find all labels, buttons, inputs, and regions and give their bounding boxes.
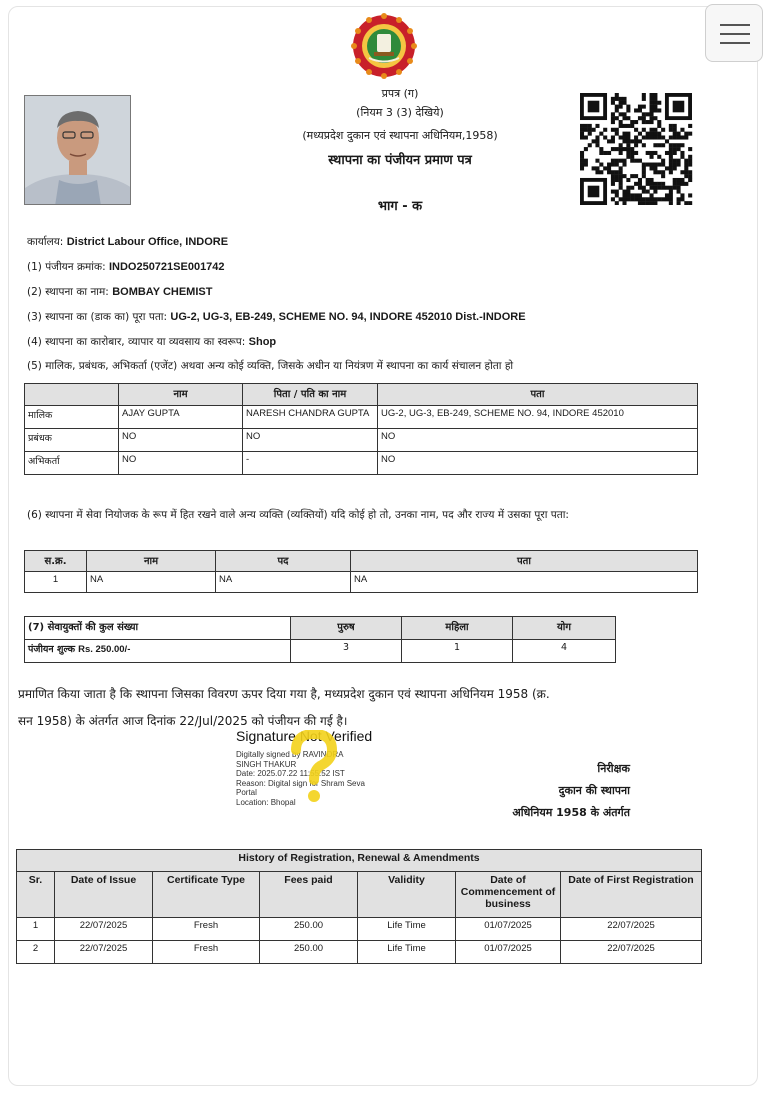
table-cell: 250.00 bbox=[260, 941, 358, 964]
menu-line-icon bbox=[720, 24, 750, 26]
table-row bbox=[25, 429, 698, 452]
fee-value: Rs. 250.00/- bbox=[78, 644, 131, 655]
employees-count-label: (7) सेवायुक्तों की कुल संख्या bbox=[25, 617, 291, 640]
column-header: पुरुष bbox=[291, 617, 402, 640]
table-cell: NA bbox=[87, 572, 216, 593]
signature-detail-line: Date: 2025.07.22 11:55:52 IST bbox=[236, 769, 345, 778]
signature-detail-line: SINGH THAKUR bbox=[236, 759, 297, 769]
signature-detail-line: Reason: Digital sign for Shram Seva bbox=[236, 778, 365, 788]
inspector-dept: दुकान की स्थापना bbox=[558, 784, 630, 797]
table-cell: प्रबंधक bbox=[25, 429, 119, 452]
digital-signature bbox=[236, 728, 436, 818]
column-header: Date of Commencement of business bbox=[456, 872, 561, 918]
column-header: महिला bbox=[402, 617, 513, 640]
table-cell: NO bbox=[243, 429, 378, 452]
menu-button[interactable] bbox=[705, 4, 763, 62]
fee-label: पंजीयन शुल्क bbox=[28, 644, 76, 655]
table-cell: UG-2, UG-3, EB-249, SCHEME NO. 94, INDORE 452010 bbox=[378, 406, 698, 429]
column-header: पता bbox=[351, 551, 698, 572]
table-row bbox=[25, 640, 616, 663]
certificate-title: स्थापना का पंजीयन प्रमाण पत्र bbox=[328, 153, 472, 168]
menu-line-icon bbox=[720, 33, 750, 35]
table-cell: 2 bbox=[17, 941, 55, 964]
business-type-field bbox=[27, 335, 276, 349]
history-title: History of Registration, Renewal & Amendments bbox=[17, 850, 702, 872]
establishment-name-label: (2) स्थापना का नाम: bbox=[27, 286, 109, 298]
column-header bbox=[25, 384, 119, 406]
signature-detail-line: Digitally signed by RAVINDRA bbox=[236, 750, 344, 759]
table-header-row bbox=[25, 384, 698, 406]
table-cell: NO bbox=[119, 429, 243, 452]
column-header: नाम bbox=[87, 551, 216, 572]
persons-table bbox=[24, 383, 698, 475]
female-count: 1 bbox=[402, 640, 513, 663]
office-value: District Labour Office, INDORE bbox=[66, 236, 229, 248]
table-cell: - bbox=[243, 452, 378, 475]
column-header: Sr. bbox=[17, 872, 55, 918]
interested-persons-table bbox=[24, 550, 698, 593]
office-field bbox=[27, 235, 228, 249]
column-header: Date of Issue bbox=[55, 872, 153, 918]
question-mark-icon bbox=[286, 730, 342, 806]
qr-code-icon bbox=[580, 93, 694, 205]
establishment-name-value: BOMBAY CHEMIST bbox=[112, 286, 213, 298]
establishment-name-field bbox=[27, 285, 212, 299]
table-cell: 01/07/2025 bbox=[456, 918, 561, 941]
signature-status: Signature Not Verified bbox=[236, 728, 373, 744]
address-label: (3) स्थापना का (डाक का) पूरा पता: bbox=[27, 311, 168, 323]
table-cell: Life Time bbox=[358, 941, 456, 964]
inspector-block bbox=[470, 758, 630, 824]
table-cell: 1 bbox=[25, 572, 87, 593]
table-cell: 22/07/2025 bbox=[561, 941, 702, 964]
history-table bbox=[16, 849, 702, 964]
registration-number-value: INDO250721SE001742 bbox=[108, 261, 225, 273]
office-label: कार्यालय: bbox=[27, 236, 64, 248]
business-type-value: Shop bbox=[248, 336, 277, 348]
table-cell: 01/07/2025 bbox=[456, 941, 561, 964]
signature-detail-line: Portal bbox=[236, 788, 257, 797]
table-cell: NA bbox=[351, 572, 698, 593]
registration-number-field bbox=[27, 260, 225, 274]
signature-detail-line: Location: Bhopal bbox=[236, 797, 296, 807]
table-cell: Fresh bbox=[153, 918, 260, 941]
table-header-row bbox=[25, 551, 698, 572]
table-cell: Fresh bbox=[153, 941, 260, 964]
state-emblem-icon bbox=[349, 13, 419, 79]
table-cell: NO bbox=[119, 452, 243, 475]
table-cell: 22/07/2025 bbox=[55, 918, 153, 941]
table-cell: NO bbox=[378, 452, 698, 475]
employees-table bbox=[24, 616, 616, 663]
business-type-label: (4) स्थापना का कारोबार, व्यापार या व्यवसाय का स्वरूप: bbox=[27, 336, 246, 348]
table-cell: 22/07/2025 bbox=[55, 941, 153, 964]
male-count: 3 bbox=[291, 640, 402, 663]
certification-text bbox=[18, 681, 702, 735]
table-cell: 22/07/2025 bbox=[561, 918, 702, 941]
act-reference: (मध्यप्रदेश दुकान एवं स्थापना अधिनियम,1958) bbox=[302, 129, 498, 142]
total-count: 4 bbox=[513, 640, 616, 663]
column-header: योग bbox=[513, 617, 616, 640]
table-row bbox=[25, 572, 698, 593]
table-row bbox=[17, 941, 702, 964]
form-label: प्रपत्र (ग) bbox=[381, 87, 419, 100]
table-cell: NARESH CHANDRA GUPTA bbox=[243, 406, 378, 429]
inspector-title: निरीक्षक bbox=[597, 762, 630, 775]
table-cell: 250.00 bbox=[260, 918, 358, 941]
interested-persons-heading: (6) स्थापना में सेवा नियोजक के रूप में हित रखने वाले अन्य व्यक्ति (व्यक्तियों) यदि कोई हो तो, उनका नाम, पद और राज्य में उसका पूरा पता: bbox=[27, 509, 569, 521]
address-value: UG-2, UG-3, EB-249, SCHEME NO. 94, INDORE 452010 Dist.-INDORE bbox=[170, 311, 526, 323]
table-title-row bbox=[17, 850, 702, 872]
address-field bbox=[27, 310, 526, 324]
column-header: पिता / पति का नाम bbox=[243, 384, 378, 406]
column-header: Validity bbox=[358, 872, 456, 918]
table-header-row bbox=[25, 617, 616, 640]
table-cell: Life Time bbox=[358, 918, 456, 941]
table-cell: AJAY GUPTA bbox=[119, 406, 243, 429]
column-header: पद bbox=[216, 551, 351, 572]
fee-cell bbox=[25, 640, 291, 663]
column-header: Certificate Type bbox=[153, 872, 260, 918]
table-cell: NO bbox=[378, 429, 698, 452]
rule-reference: (नियम 3 (3) देखिये) bbox=[356, 106, 444, 119]
registration-number-label: (1) पंजीयन क्रमांक: bbox=[27, 261, 106, 273]
table-cell: मालिक bbox=[25, 406, 119, 429]
table-header-row bbox=[17, 872, 702, 918]
table-row bbox=[25, 452, 698, 475]
table-cell: 1 bbox=[17, 918, 55, 941]
persons-heading: (5) मालिक, प्रबंधक, अभिकर्ता (एजेंट) अथवा अन्य कोई व्यक्ति, जिसके अधीन या नियंत्रण में स्थापना का कार्य संचालन होता हो bbox=[27, 360, 514, 372]
certification-line: सन 1958) के अंतर्गत आज दिनांक 22/Jul/2025 को पंजीयन की गई है। bbox=[18, 714, 348, 728]
part-title: भाग - क bbox=[377, 199, 423, 214]
table-row bbox=[25, 406, 698, 429]
table-row bbox=[17, 918, 702, 941]
owner-photo bbox=[24, 95, 131, 205]
column-header: स.क्र. bbox=[25, 551, 87, 572]
certification-line: प्रमाणित किया जाता है कि स्थापना जिसका विवरण ऊपर दिया गया है, मध्यप्रदेश दुकान एवं स्थापना अधिनियम 1958 (क्र. bbox=[18, 687, 550, 701]
column-header: पता bbox=[378, 384, 698, 406]
table-cell: NA bbox=[216, 572, 351, 593]
column-header: Fees paid bbox=[260, 872, 358, 918]
table-cell: अभिकर्ता bbox=[25, 452, 119, 475]
column-header: Date of First Registration bbox=[561, 872, 702, 918]
column-header: नाम bbox=[119, 384, 243, 406]
menu-line-icon bbox=[720, 42, 750, 44]
inspector-act: अधिनियम 1958 के अंतर्गत bbox=[512, 806, 630, 819]
